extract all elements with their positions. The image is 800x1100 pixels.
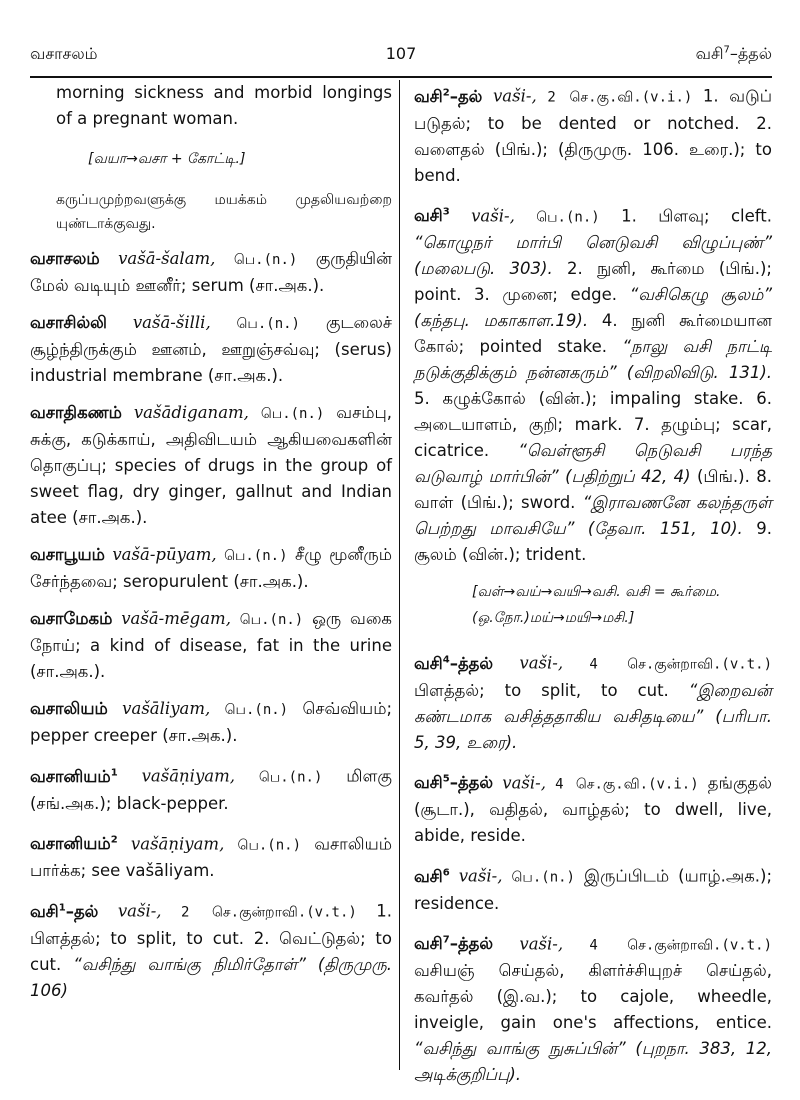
transliteration: vaši-, (458, 866, 503, 886)
dictionary-entry (414, 928, 772, 1089)
headword: வசாமேகம் (30, 609, 113, 628)
dictionary-entry (30, 310, 392, 389)
dictionary-entry (30, 542, 392, 595)
definition: தங்குதல் (சூடா.), வதிதல், வாழ்தல்; to dwell, live, abide, reside. (414, 773, 772, 845)
definition: மிளகு (சங்.அக.); black-pepper. (30, 766, 392, 813)
citation-source: (தேவா. 151, 10). (587, 519, 743, 538)
dictionary-entry (414, 860, 772, 917)
dictionary-entry (30, 760, 392, 817)
definition: குருதியின் மேல் வடியும் ஊனீர்; serum (சா.அக.). (30, 249, 393, 295)
headword: வசாலியம் (30, 699, 108, 718)
etymology: [வள்→வய்→வயி→வசி. வசி = கூர்மை. (ஒ.நோ.)மய்→மயி→மசி.] (472, 584, 721, 626)
transliteration: vašā-šalam, (118, 249, 216, 268)
dictionary-entry (30, 246, 392, 299)
citation-source: (பதிற்றுப் 42, 4) (565, 467, 691, 486)
transliteration: vašāṇiyam, (141, 766, 236, 786)
right-column (414, 80, 772, 1099)
citation-quote: “கொழுநர் மார்பி னெடுவசி விழுப்புண்” (414, 233, 772, 252)
headword: வசாதிகணம் (30, 403, 122, 422)
citation-quote: “வசிகெழு சூலம்” (629, 285, 772, 304)
part-of-speech: 4 செ.குன்றாவி.(v.t.) (589, 937, 773, 953)
part-of-speech: 4 செ.குன்றாவி.(v.t.) (589, 656, 773, 673)
dictionary-entry (414, 767, 772, 850)
part-of-speech: பெ.(n.) (233, 252, 298, 268)
transliteration: vašā-pūyam, (112, 545, 217, 564)
citation-quote: “இறைவன் கண்டமாக வசித்ததாகிய வசிதடியை” (414, 680, 772, 726)
definition: 4. நுனி கூர்மையான கோல்; pointed stake. (414, 311, 772, 356)
headword: வசாசில்லி (30, 313, 107, 332)
citation-quote: “இராவணனே கலந்தருள் பெற்றது மாவசியே” (414, 493, 772, 538)
transliteration: vaši-, (502, 773, 546, 792)
column-divider (399, 80, 400, 1070)
dictionary-entry (30, 400, 392, 531)
page-number: 107 (385, 44, 417, 63)
etymology: [வயா→வசா + கோட்டி.] (88, 151, 246, 167)
definition: வசியஞ் செய்தல், கிளர்ச்சியுறச் செய்தல், கவர்தல் (இ.வ.); to cajole, wheedle, inveigle, gain one's affections, entice. (414, 961, 772, 1032)
header-left-guideword: வசாசலம் (30, 44, 98, 63)
part-of-speech: பெ.(n.) (224, 702, 289, 718)
part-of-speech: பெ.(n.) (239, 612, 304, 628)
part-of-speech: 4 செ.கு.வி.(v.i.) (555, 776, 699, 792)
definition: வசாலியம் பார்க்க; see vašāliyam. (30, 834, 393, 880)
citation-source: (மலைபடு. 303). (414, 259, 553, 278)
headword: வசி$^2$–தல் (414, 86, 483, 106)
dictionary-entry (30, 895, 392, 1004)
headword: வசி$^3$ (414, 206, 450, 225)
part-of-speech: பெ.(n.) (511, 869, 575, 886)
part-of-speech: பெ.(n.) (224, 548, 288, 564)
transliteration: vašāliyam, (122, 699, 211, 718)
transliteration: vaši-, (117, 901, 162, 921)
transliteration: vaši-, (492, 86, 537, 106)
headword: வசி$^4$–த்தல் (414, 653, 494, 673)
part-of-speech: 2 செ.கு.வி.(v.i.) (547, 89, 693, 106)
headword: வசி$^7$–த்தல் (414, 934, 494, 953)
citation-source: (விறலிவிடு. 131). (626, 363, 772, 382)
page-header (30, 44, 772, 74)
citation-quote: “வசிந்து வாங்கு நுசுப்பின்” (414, 1039, 626, 1058)
citation-source: (புறநா. 383, 12, அடிக்குறிப்பு). (414, 1039, 772, 1084)
headword: வசானியம்$^1$ (30, 766, 118, 786)
transliteration: vaši-, (471, 206, 515, 225)
definition: செவ்வியம்; pepper creeper (சா.அக.). (30, 699, 393, 745)
definition: 1. வடுப் படுதல்; to be dented or notched. 2. வளைதல் (பிங்.); (திருமுரு. 106. உரை.); to bend. (414, 86, 773, 185)
citation-quote: “வெள்ளூசி நெடுவசி பரந்த வடுவாழ் மார்பின்” (414, 441, 773, 486)
dictionary-entry (30, 606, 392, 685)
headword: வசானியம்$^2$ (30, 834, 118, 853)
definition: சீழு மூனீரும் சேர்ந்தவை; seropurulent (சா.அக.). (30, 545, 392, 591)
part-of-speech: பெ.(n.) (536, 209, 600, 225)
transliteration: vašā-šilli, (132, 313, 211, 332)
definition: 1. பிளவு; cleft. (621, 206, 772, 225)
part-of-speech: பெ.(n.) (237, 837, 302, 853)
definition: 1. பிளத்தல்; to split, to cut. 2. வெட்டுதல்; to cut. (30, 901, 393, 974)
definition: 9. சூலம் (வின்.); trident. (414, 519, 772, 564)
headword: வசி$^5$–த்தல் (414, 773, 494, 792)
usage-note: கருப்பமுற்றவளுக்கு மயக்கம் முதலியவற்றை யுண்டாக்குவது. (56, 192, 392, 232)
definition: குடலைச் சூழ்ந்திருக்கும் ஊனம், ஊறுஞ்சவ்வு; (serus) industrial membrane (சா.அக.). (30, 313, 392, 385)
transliteration: vaši-, (519, 653, 564, 673)
dictionary-entry (30, 696, 392, 749)
dictionary-entry (414, 200, 772, 569)
dictionary-entry (414, 647, 772, 756)
transliteration: vašā-mēgam, (121, 609, 231, 628)
dictionary-entry (30, 828, 392, 885)
citation-source: (பரிபா. 5, 39, உரை). (414, 706, 772, 752)
continued-definition: morning sickness and morbid longings of a pregnant woman. (56, 83, 392, 128)
citation-source: (கந்தபு. மகாகாள.19). (414, 311, 589, 330)
citation-source: (திருமுரு. 106) (30, 954, 392, 1000)
definition: 2. நுனி, கூர்மை (பிங்.); point. 3. முனை; edge. (414, 259, 772, 304)
headword: வசாபூயம் (30, 545, 105, 564)
transliteration: vaši-, (519, 934, 564, 953)
definition: 5. கழுக்கோல் (வின்.); impaling stake. 6. அடையாளம், குறி; mark. 7. தழும்பு; scar, cicatrice. (414, 389, 772, 460)
left-column (30, 80, 392, 1015)
header-rule (30, 76, 772, 78)
part-of-speech: 2 செ.குன்றாவி.(v.t.) (181, 904, 357, 921)
headword: வசாசலம் (30, 249, 100, 268)
transliteration: vašāṇiyam, (130, 834, 225, 853)
citation-source: (பிங்.). (696, 467, 750, 486)
citation-quote: “வசிந்து வாங்கு நிமிர்தோள்” (73, 954, 306, 974)
dictionary-entry (414, 80, 772, 189)
transliteration: vašādiganam, (133, 403, 249, 422)
part-of-speech: பெ.(n.) (236, 316, 300, 332)
headword: வசி$^1$–தல் (30, 901, 99, 921)
definition: ஒரு வகை நோய்; a kind of disease, fat in the urine (சா.அக.). (30, 609, 392, 681)
part-of-speech: பெ.(n.) (260, 406, 325, 422)
definition: இருப்பிடம் (யாழ்.அக.); residence. (414, 866, 773, 913)
part-of-speech: பெ.(n.) (258, 769, 323, 786)
headword: வசி$^6$ (414, 866, 450, 886)
header-right-guideword: வசி$^7$–த்தல் (695, 44, 772, 63)
citation-quote: “நாலு வசி நாட்டி நடுக்குதிக்கும் நன்னகரும்” (414, 337, 773, 382)
definition: வசம்பு, சுக்கு, கடுக்காய், அதிவிடயம் ஆகியவைகளின் தொகுப்பு; species of drugs in the group of sweet flag, dry ginger, gallnut and Indian atee (சா.அக.). (30, 403, 393, 527)
definition: பிளத்தல்; to split, to cut. (414, 680, 669, 700)
definition: 8. வாள் (பிங்.); sword. (414, 467, 772, 512)
